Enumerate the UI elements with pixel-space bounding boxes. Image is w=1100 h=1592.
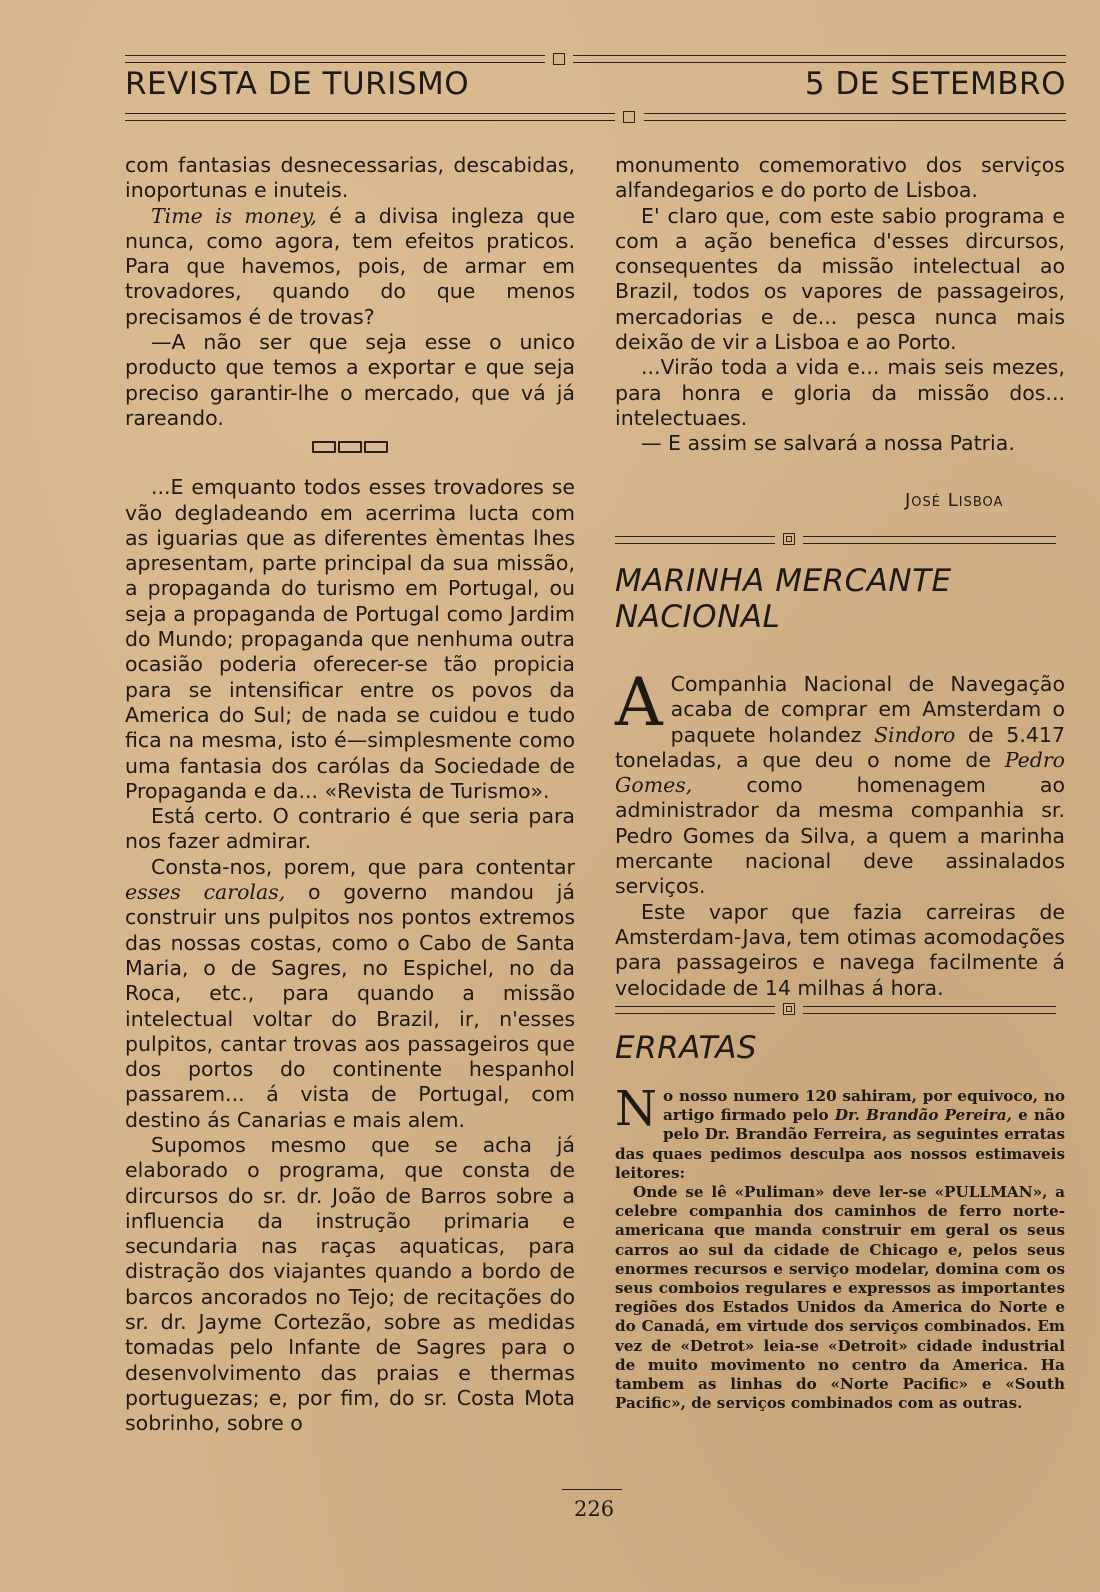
- drop-cap: N: [615, 1081, 657, 1137]
- divider-rule-right: [803, 1006, 1056, 1014]
- paragraph: — E assim se salvará a nossa Patria.: [641, 431, 1015, 456]
- paragraph: [125, 204, 575, 330]
- text: Consta-nos, porem, que para contentar: [151, 854, 575, 879]
- paragraph: [615, 664, 1065, 900]
- text: e não pelo Dr. Brandão Ferreira, as seguintes erratas das quaes pedimos desculpa aos nossos estimaveis leitores:: [615, 1106, 1065, 1182]
- text: de 5.417 toneladas, a que deu o nome de: [615, 722, 1065, 772]
- paragraph: E' claro que, com este sabio programa e com a ação benefica d'esses dircursos, consequentes da missão intelectual ao Brazil, todos os vapores de passageiros, mercadorias e de... pesca nunca mais deixão de vir a Lisboa e ao Porto.: [615, 203, 1065, 355]
- paragraph: ...Virão toda a vida e... mais seis mezes, para honra e gloria da missão dos... intelectuaes.: [615, 355, 1065, 430]
- paragraph: [615, 1081, 1065, 1183]
- ship-name: Sindoro: [873, 722, 956, 747]
- text: o governo mandou já construir uns pulpitos nos pontos extremos das nossas costas, como o Cabo de Santa Maria, o de Sagres, no Espichel, no da Roca, etc., para quando a missão intelectual voltar do Brazil, ir, n'esses pulpitos, cantar trovas aos passageiros que dos portos do continente hespanhol passarem... á vista de Portugal, com destino ás Canarias e mais alem.: [125, 880, 575, 1132]
- section-title-marinha: [615, 563, 952, 635]
- page-number: 226: [574, 1497, 615, 1521]
- drop-cap: A: [615, 664, 663, 741]
- paragraph: com fantasias desnecessarias, descabidas, inoportunas e inuteis.: [125, 153, 575, 203]
- author-signature: José Lisboa: [905, 490, 1004, 511]
- paragraph: Onde se lê «Puliman» deve ler-se «PULLMAN», a celebre companhia dos caminhos de ferro norte-americana que manda construir em geral os seus carros ao sul da cidade de Chicago e, pelos seus enormes recursos e serviço modelar, domina com os seus comboios regulares e expressos as importantes regiões dos Estados Unidos da America do Norte e do Canadá, em virtude dos serviços combinados. Em vez de «Detrot» leia-se «Detroit» cidade industrial de muito movimento no centro da America. Ha tambem as linhas do «Norte Pacific» e «South Pacific», de serviços combinados com as outras.: [615, 1183, 1065, 1413]
- text: Companhia Nacional de Navegação acaba de comprar em Amsterdam o paquete holandez: [670, 672, 1065, 747]
- emphasis: esses carolas,: [125, 880, 286, 905]
- ship-new-name: Pedro Gomes,: [615, 747, 1065, 798]
- left-column: [125, 153, 575, 1437]
- issue-date: 5 DE SETEMBRO: [804, 66, 1066, 102]
- magazine-title: REVISTA DE TURISMO: [125, 66, 470, 102]
- title-line: NACIONAL: [615, 599, 781, 635]
- right-column-continuation: [615, 153, 1065, 457]
- header-bottom-ornament: [623, 111, 635, 123]
- divider-rule-left: [615, 1006, 775, 1014]
- paragraph: Este vapor que fazia carreiras de Amsterdam-Java, tem otimas acomodações para passageiros e navega facilmente á velocidade de 14 milhas á hora.: [615, 899, 1065, 1000]
- header-bottom-rule-right: [644, 113, 1066, 121]
- paragraph: —A não ser que seja esse o unico producto que temos a exportar e que seja preciso garantir-lhe o mercado, que vá já rareando.: [125, 330, 575, 430]
- header-top-rule-right: [573, 55, 1066, 63]
- header-top-ornament: [553, 53, 565, 65]
- author-name: Dr. Brandão Pereira,: [834, 1106, 1012, 1125]
- paragraph: monumento comemorativo dos serviços alfandegarios e do porto de Lisboa.: [615, 153, 1065, 203]
- paragraph: Supomos mesmo que se acha já elaborado o programa, que consta de dircursos do sr. dr. João de Barros sobre a influencia da instrução primaria e secundaria nas raças aquaticas, para distração dos viajantes quando a bordo de barcos ancorados no Tejo; de recitações do sr. dr. Jayme Cortezão, sobre as medidas tomadas pelo Infante de Sagres para o desenvolvimento das praias e thermas portuguezas; e, por fim, do sr. Costa Mota sobrinho, sobre o: [125, 1132, 575, 1436]
- section-title-erratas: ERRATAS: [615, 1030, 758, 1066]
- footer-rule: [562, 1489, 622, 1490]
- erratas-body: [615, 1081, 1065, 1413]
- paragraph: Está certo. O contrario é que seria para nos fazer admirar.: [125, 804, 575, 854]
- emphasis: Time is money,: [151, 203, 317, 228]
- text: como homenagem ao administrador da mesma companhia sr. Pedro Gomes da Silva, a quem a marinha mercante nacional deve assinalados serviços.: [615, 773, 1065, 899]
- divider-rule-right: [803, 536, 1056, 544]
- paragraph: ...E emquanto todos esses trovadores se vão degladeando em acerrima lucta com as iguarias que as diferentes èmentas lhes apresentam, parte principal da sua missão, a propaganda do turismo em Portugal, ou seja a propaganda de Portugal como Jardim do Mundo; propaganda que nenhuma outra ocasião poderia oferecer-se tão propicia para se intensificar entre os povos da America do Sul; de nada se cuidou e tudo fica na mesma, isto é—simplesmente como uma fantasia dos carólas da Sociedade de Propaganda e da... «Revista de Turismo».: [125, 475, 575, 803]
- header-top-rule-left: [125, 55, 545, 63]
- divider-ornament: [783, 533, 795, 545]
- divider-ornament: [783, 1003, 795, 1015]
- text: é a divisa ingleza que nunca, como agora, tem efeitos praticos. Para que havemos, pois, de armar em trovadores, quando do que menos precisamos é de trovas?: [125, 203, 576, 329]
- section-ornament: [312, 441, 388, 453]
- marinha-body: [615, 664, 1065, 1001]
- text: o nosso numero 120 sahiram, por equivoco, no artigo firmado pelo: [663, 1087, 1065, 1125]
- paragraph: [125, 855, 575, 1133]
- header-bottom-rule-left: [125, 113, 615, 121]
- divider-rule-left: [615, 536, 775, 544]
- title-line: MARINHA MERCANTE: [615, 563, 952, 599]
